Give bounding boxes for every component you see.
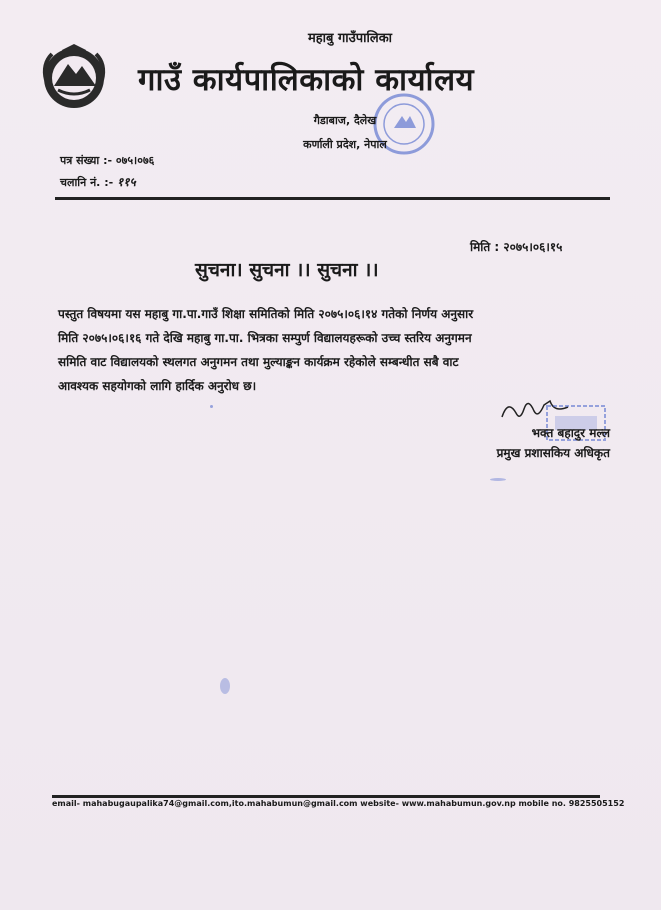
signatory-title: प्रमुख प्रशासकिय अधिकृत	[496, 446, 610, 460]
notice-body	[58, 302, 608, 398]
letter-number-value: ०७५।०७६	[115, 154, 155, 167]
notice-date: मिति : २०७५।०६।१५	[470, 240, 563, 254]
nepal-government-emblem-icon	[38, 40, 110, 112]
letter-number-label: पत्र संख्या :-	[60, 154, 113, 167]
notice-body-line: आवश्यक सहयोगको लागि हार्दिक अनुरोध छ।	[58, 379, 257, 393]
footer-contact: email- mahabugaupalika74@gmail.com,ito.mahabumun@gmail.com website- www.mahabumun.gov.np mobile no. 9825505152	[52, 799, 625, 808]
ink-speck	[220, 678, 230, 694]
notice-heading: सुचना। सुचना ।। सुचना ।।	[195, 259, 379, 281]
ink-speck	[490, 478, 506, 481]
municipality-name: महाबु गाउँपालिका	[307, 31, 393, 46]
header-divider	[55, 197, 610, 200]
letter-number	[60, 153, 154, 168]
notice-body-line: समिति वाट विद्यालयको स्थलगत अनुगमन तथा मुल्याङ्कन कार्यक्रम रहेकोले सम्बन्धीत सबै वाट	[58, 355, 459, 369]
signatory-name: भक्त बहादुर मल्ल	[531, 426, 610, 440]
ink-speck	[210, 405, 213, 408]
address-line-1: गैडाबाज, दैलेख	[313, 114, 377, 127]
dispatch-number-value: ११५	[117, 175, 136, 189]
address-line-2: कर्णाली प्रदेश, नेपाल	[303, 138, 387, 151]
footer-divider	[52, 795, 600, 798]
office-title: गाउँ कार्यपालिकाको कार्यालय	[138, 62, 475, 98]
dispatch-number-label: चलानि नं. :-	[60, 176, 114, 189]
dispatch-number	[60, 173, 136, 190]
notice-body-line: पस्तुत विषयमा यस महाबु गा.पा.गाउँ शिक्षा समितिको मिति २०७५।०६।१४ गतेको निर्णय अनुसार	[58, 307, 474, 321]
notice-body-line: मिति २०७५।०६।१६ गते देखि महाबु गा.पा. भित्रका सम्पुर्ण विद्यालयहरूको उच्च स्तरिय अनुगमन	[58, 331, 472, 345]
